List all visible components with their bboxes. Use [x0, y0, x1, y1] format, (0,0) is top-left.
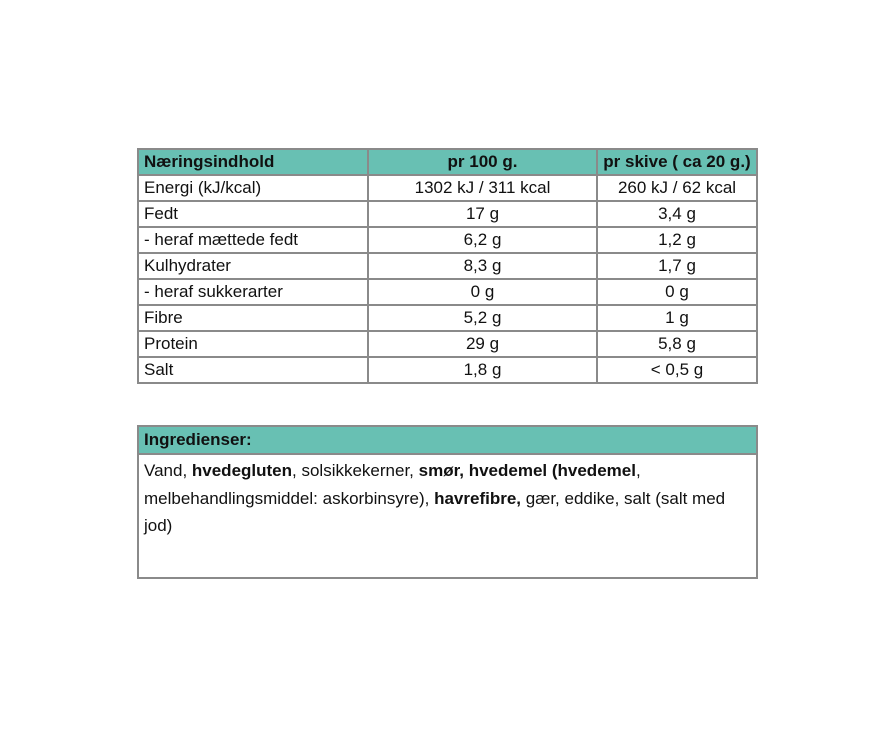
nutrient-name: Kulhydrater: [138, 253, 368, 279]
value-per-slice: 1,7 g: [597, 253, 757, 279]
table-row: [138, 253, 757, 279]
ingredient-text: gær, eddike, salt (salt med jod): [144, 488, 726, 535]
ingredients-title: Ingredienser:: [139, 427, 756, 455]
ingredient-allergen: smør, hvedemel (hvedemel: [418, 461, 636, 480]
ingredients-text: [139, 455, 756, 542]
table-row: [138, 305, 757, 331]
value-per-100g: 8,3 g: [368, 253, 597, 279]
nutrition-body: [138, 175, 757, 383]
table-row: [138, 201, 757, 227]
ingredient-text: , solsikkekerner,: [292, 461, 419, 480]
value-per-100g: 6,2 g: [368, 227, 597, 253]
nutrition-header-row: [138, 149, 757, 175]
value-per-slice: 260 kJ / 62 kcal: [597, 175, 757, 201]
value-per-100g: 1302 kJ / 311 kcal: [368, 175, 597, 201]
table-row: [138, 227, 757, 253]
nutrition-table: [137, 148, 758, 384]
ingredient-allergen: havrefibre,: [434, 488, 522, 508]
header-nutrient: Næringsindhold: [138, 149, 368, 175]
value-per-slice: 5,8 g: [597, 331, 757, 357]
value-per-slice: 1,2 g: [597, 227, 757, 253]
nutrient-name: Protein: [138, 331, 368, 357]
value-per-100g: 17 g: [368, 201, 597, 227]
ingredients-box: [137, 425, 758, 579]
nutrient-name: Energi (kJ/kcal): [138, 175, 368, 201]
table-row: [138, 331, 757, 357]
nutrient-name: - heraf sukkerarter: [138, 279, 368, 305]
value-per-100g: 29 g: [368, 331, 597, 357]
ingredient-text: , melbehandlingsmiddel: askorbinsyre),: [144, 461, 641, 508]
ingredient-allergen: hvedegluten: [191, 461, 293, 480]
table-row: [138, 279, 757, 305]
nutrient-name: Salt: [138, 357, 368, 383]
value-per-slice: 0 g: [597, 279, 757, 305]
value-per-slice: 3,4 g: [597, 201, 757, 227]
value-per-100g: 1,8 g: [368, 357, 597, 383]
value-per-100g: 5,2 g: [368, 305, 597, 331]
table-row: [138, 175, 757, 201]
ingredient-text: Vand,: [144, 461, 192, 480]
header-per-slice: pr skive ( ca 20 g.): [597, 149, 757, 175]
nutrient-name: Fedt: [138, 201, 368, 227]
nutrient-name: Fibre: [138, 305, 368, 331]
value-per-100g: 0 g: [368, 279, 597, 305]
value-per-slice: < 0,5 g: [597, 357, 757, 383]
table-row: [138, 357, 757, 383]
value-per-slice: 1 g: [597, 305, 757, 331]
nutrient-name: - heraf mættede fedt: [138, 227, 368, 253]
header-per-100g: pr 100 g.: [368, 149, 597, 175]
